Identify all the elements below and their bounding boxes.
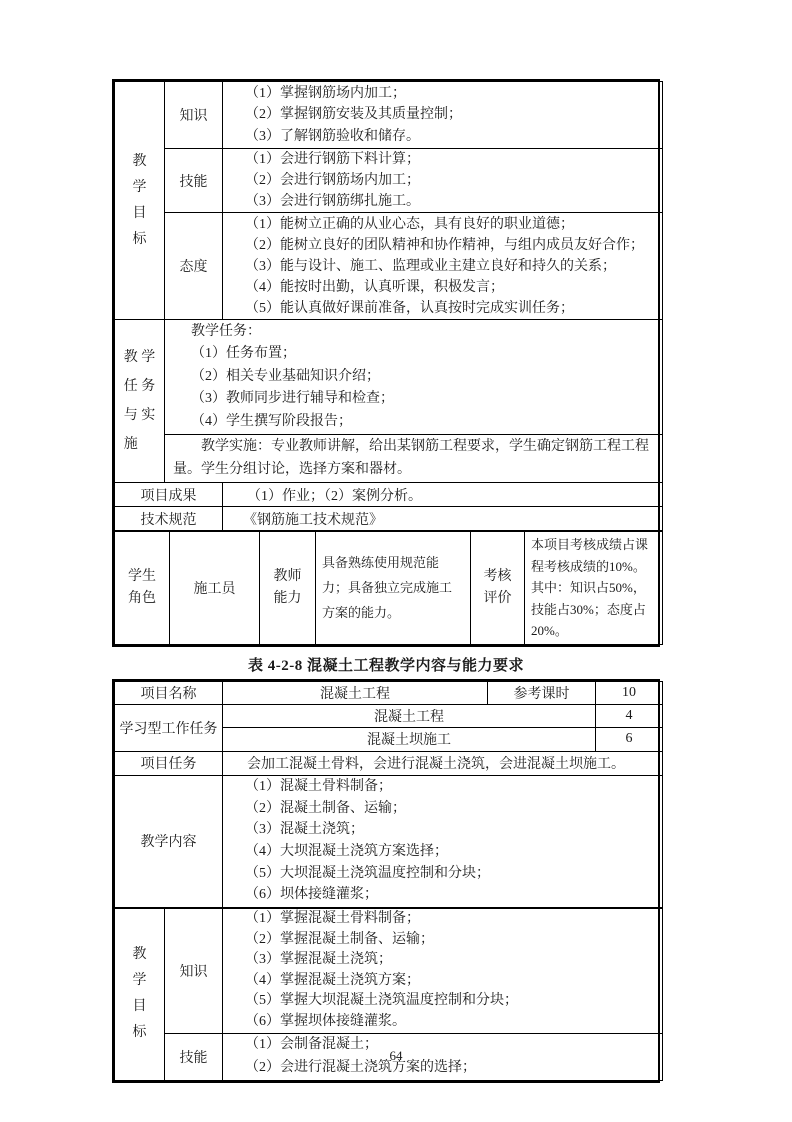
outcome-value: （1）作业；（2）案例分析。 — [223, 483, 663, 507]
teaching-content-cell — [223, 775, 663, 907]
knowledge-content-cell-2 — [223, 908, 663, 1033]
content-line: （2）能树立良好的团队精神和协作精神，与组内成员友好合作； — [245, 237, 644, 253]
content-line: （2）相关专业基础知识介绍； — [191, 368, 380, 384]
label-line: 评价 — [483, 590, 512, 606]
content-line: （1）会进行钢筋下料计算； — [245, 152, 420, 167]
label-line: 任 务 — [123, 379, 156, 394]
student-role-label-cell — [115, 532, 170, 645]
content-line: （5）能认真做好课前准备，认真按时完成实训任务； — [245, 300, 574, 316]
label-line: 与 实 — [123, 408, 156, 423]
teacher-ability-text: 具备熟练使用规范能力；具备独立完成施工方案的能力。 — [316, 532, 471, 645]
standard-label: 技术规范 — [115, 507, 223, 531]
reference-hours-value: 10 — [596, 681, 663, 704]
goal-char: 学 — [132, 973, 147, 988]
knowledge-lines-2 — [223, 909, 662, 1032]
knowledge-label-2: 知识 — [165, 908, 223, 1033]
content-line: （1）掌握钢筋场内加工； — [245, 85, 406, 101]
goal-char: 标 — [132, 231, 147, 247]
teaching-goal-label-cell — [115, 82, 165, 320]
project-name-value: 混凝土工程 — [223, 681, 488, 704]
content-line: （3）教师同步进行辅导和检查； — [191, 391, 394, 407]
skill-label-2: 技能 — [165, 1033, 223, 1080]
label-line: 教 学 — [123, 350, 156, 365]
content-line: （4）掌握混凝土浇筑方案； — [245, 972, 420, 988]
content-line: （5）掌握大坝混凝土浇筑温度控制和分块； — [245, 993, 518, 1008]
goal-char: 目 — [132, 205, 147, 221]
project-info-table — [114, 681, 663, 908]
content-line: （1）会制备混凝土； — [245, 1037, 378, 1052]
teaching-goal-table — [112, 79, 660, 647]
project-name-label: 项目名称 — [115, 681, 223, 704]
content-line: （2）会进行混凝土浇筑方案的选择； — [245, 1059, 476, 1075]
teaching-execution-cell: 教学实施：专业教师讲解，给出某钢筋工程要求，学生确定钢筋工程工程量。学生分组讨论，选择方案和器材。 — [165, 435, 663, 483]
content-line: （1）混凝土骨料制备； — [245, 779, 392, 795]
skill-lines — [223, 149, 662, 212]
page-number: 64 — [389, 1048, 403, 1063]
attitude-label: 态度 — [165, 213, 223, 320]
concrete-project-table — [112, 679, 660, 1083]
content-line: （2）混凝土制备、运输； — [245, 800, 406, 816]
implementation-label-cell — [115, 320, 165, 483]
content-line: （3）能与设计、施工、监理或业主建立良好和持久的关系； — [245, 258, 616, 274]
goal-char: 标 — [132, 1025, 147, 1040]
goal-char: 目 — [132, 999, 147, 1014]
content-line: （4）学生撰写阶段报告； — [191, 413, 352, 429]
goal-task-table — [114, 81, 663, 531]
label-line: 能力 — [273, 590, 302, 606]
knowledge-lines — [223, 83, 662, 148]
learning-tasks-label: 学习型工作任务 — [115, 704, 223, 751]
content-line: （4）大坝混凝土浇筑方案选择； — [245, 844, 448, 859]
teaching-goal-vertical-label-2 — [115, 942, 164, 1046]
content-line: （1）掌握混凝土骨料制备； — [245, 911, 420, 926]
teaching-content-label: 教学内容 — [115, 775, 223, 907]
content-line: （3）会进行钢筋绑扎施工。 — [245, 194, 420, 209]
teaching-content-lines — [223, 776, 662, 906]
goal-char: 教 — [132, 153, 147, 169]
standard-value: 《钢筋施工技术规范》 — [223, 507, 663, 531]
project-task-label: 项目任务 — [115, 751, 223, 775]
label-line: 施 — [123, 437, 138, 452]
goal-char: 教 — [132, 947, 147, 962]
student-role-label — [115, 566, 169, 610]
content-line: 教学任务： — [191, 323, 261, 339]
knowledge-content-cell — [223, 82, 663, 149]
content-line: （2）会进行钢筋场内加工； — [245, 173, 420, 188]
label-line: 考核 — [483, 568, 512, 584]
content-line: （3）混凝土浇筑； — [245, 822, 364, 838]
content-line: （1）任务布置； — [191, 346, 296, 362]
content-line: （5）大坝混凝土浇筑温度控制和分块； — [245, 865, 490, 881]
reference-hours-label: 参考课时 — [488, 681, 596, 704]
learning-task-name: 混凝土工程 — [223, 704, 596, 727]
label-line: 学生 — [128, 568, 156, 584]
student-role-value: 施工员 — [170, 532, 260, 645]
content-line: （3）掌握混凝土浇筑； — [245, 952, 392, 967]
teaching-task-lines — [165, 321, 662, 433]
knowledge-label: 知识 — [165, 82, 223, 149]
content-line: （2）掌握钢筋安装及其质量控制； — [245, 107, 462, 123]
learning-task-hours: 4 — [596, 704, 663, 727]
table-caption: 表 4-2-8 混凝土工程教学内容与能力要求 — [248, 657, 524, 674]
attitude-lines — [223, 214, 662, 319]
student-role-table — [114, 531, 663, 645]
teacher-ability-label — [260, 566, 315, 610]
content-line: （6）掌握坝体接缝灌浆。 — [245, 1013, 406, 1029]
teaching-tasks-cell — [165, 320, 663, 435]
content-line: （6）坝体接缝灌浆； — [245, 887, 378, 903]
teaching-goal-vertical-label — [115, 149, 164, 253]
content-line: （3）了解钢筋验收和储存。 — [245, 128, 420, 144]
content-line: （1）能树立正确的从业心态，具有良好的职业道德； — [245, 216, 574, 232]
skill-content-cell — [223, 149, 663, 213]
label-line: 教师 — [273, 568, 302, 584]
skill-label: 技能 — [165, 149, 223, 213]
implementation-label-block — [124, 343, 156, 459]
project-task-value: 会加工混凝土骨料，会进行混凝土浇筑，会进混凝土坝施工。 — [223, 751, 663, 775]
content-line: （4）能按时出勤，认真听课，积极发言； — [245, 279, 504, 295]
goal-char: 学 — [132, 179, 147, 195]
document-column — [112, 79, 660, 1083]
assessment-label — [471, 566, 524, 610]
learning-task-hours: 6 — [596, 727, 663, 751]
assessment-text: 本项目考核成绩占课程考核成绩的10%。其中：知识占50%，技能占30%；态度占20%。 — [525, 532, 663, 645]
outcome-label: 项目成果 — [115, 483, 223, 507]
label-line: 角色 — [128, 590, 156, 606]
content-line: （2）掌握混凝土制备、运输； — [245, 931, 434, 947]
teacher-ability-label-cell — [260, 532, 316, 645]
attitude-content-cell — [223, 213, 663, 320]
implementation-vertical-label — [115, 343, 164, 459]
learning-task-name: 混凝土坝施工 — [223, 727, 596, 751]
assessment-label-cell — [471, 532, 525, 645]
